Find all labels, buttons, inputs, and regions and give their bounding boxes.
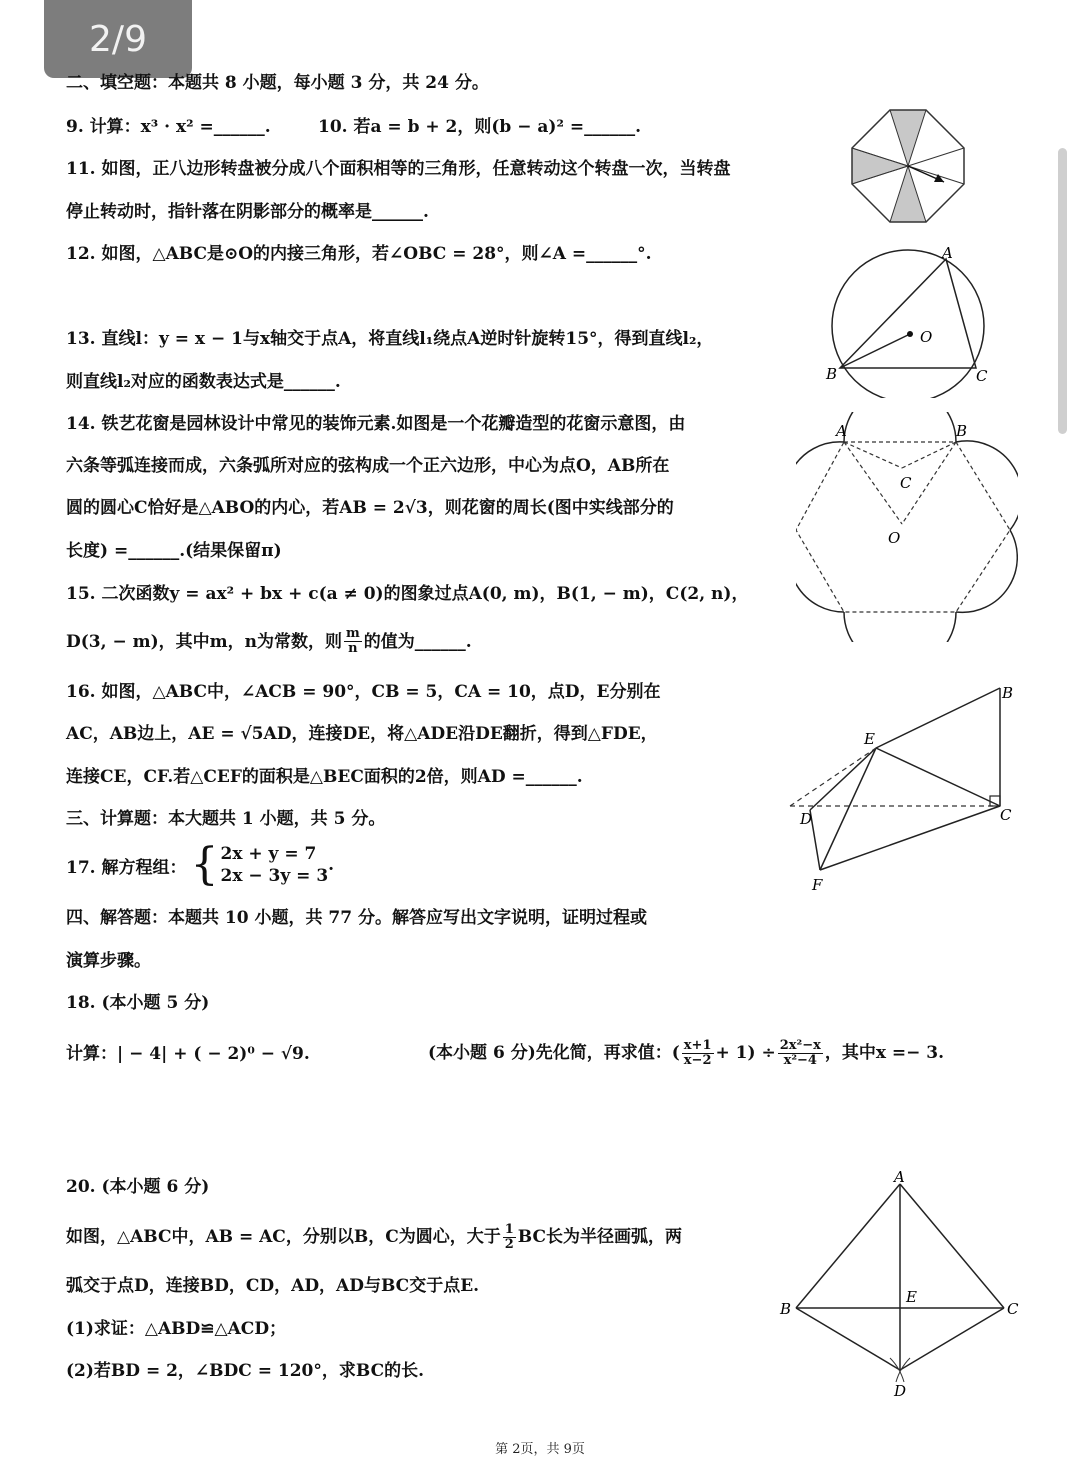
fig16-label-c: C — [1000, 806, 1012, 824]
q15-fraction-num: m — [346, 626, 360, 641]
q20-fraction — [503, 1223, 516, 1252]
octagon-shaded-sector-1 — [890, 110, 926, 166]
q17-end: . — [328, 855, 335, 875]
question-19 — [428, 1033, 944, 1073]
question-20-part2: (2)若BD = 2，∠BDC = 120°，求BC的长. — [66, 1361, 425, 1381]
q17-equation-2: 2x − 3y = 3 — [220, 866, 329, 886]
section3-header: 三、计算题：本大题共 1 小题，共 5 分。 — [66, 809, 386, 829]
fig20-label-e: E — [906, 1288, 917, 1306]
q19-fraction-1-den: x−2 — [683, 1052, 712, 1068]
fig16-label-d: D — [800, 810, 813, 828]
segment-fc — [820, 806, 1000, 870]
octagon-shaded-sector-2 — [852, 148, 908, 184]
q19-text-mid: + 1) ÷ — [715, 1043, 776, 1063]
octagon-spinner-figure — [848, 102, 968, 232]
q15-fraction-den: n — [348, 641, 358, 656]
q19-text-post: ，其中x =− 3. — [824, 1043, 945, 1063]
segment-ec — [876, 748, 1000, 806]
question-15-line2 — [66, 627, 472, 656]
section4-header-line1: 四、解答题：本题共 10 小题，共 77 分。解答应写出文字说明，证明过程或 — [66, 908, 647, 928]
kite-figure — [776, 1170, 1030, 1402]
segment-ed — [810, 748, 876, 810]
q15-fraction — [344, 627, 362, 656]
question-14-line1: 14. 铁艺花窗是园林设计中常见的装饰元素.如图是一个花瓣造型的花窗示意图，由 — [66, 414, 686, 434]
question-16-line1: 16. 如图，△ABC中，∠ACB = 90°，CB = 5，CA = 10，点D，E分别在 — [66, 682, 661, 702]
q17-system — [221, 843, 329, 887]
question-15-line1: 15. 二次函数y = ax² + bx + c(a ≠ 0)的图象过点A(0, m)，B(1, − m)，C(2, n)， — [66, 584, 749, 604]
question-11-line1: 11. 如图，正八边形转盘被分成八个面积相等的三角形，任意转动这个转盘一次，当转盘 — [66, 159, 731, 179]
flower-arc-bottom — [844, 612, 956, 642]
segment-ao — [844, 442, 902, 524]
q19-fraction-2-den: x²−4 — [783, 1052, 817, 1068]
q19-fraction-1-num: x+1 — [683, 1037, 712, 1053]
question-13-line2: 则直线l₂对应的函数表达式是______. — [66, 372, 341, 392]
q15-text-post: 的值为______. — [363, 631, 472, 652]
q19-fraction-2-num: 2x²−x — [779, 1037, 821, 1053]
fig12-label-o: O — [920, 328, 933, 346]
question-14-line4: 长度) =______.(结果保留π) — [66, 541, 282, 561]
question-16-line3: 连接CE，CF.若△CEF的面积是△BEC面积的2倍，则AD =______. — [66, 767, 583, 787]
q19-fraction-1 — [682, 1039, 714, 1068]
q20-text-pre: 如图，△ABC中，AB = AC，分别以B，C为圆心，大于 — [66, 1227, 501, 1247]
page-indicator-badge: 2/9 — [44, 0, 192, 78]
q20-fraction-num: 1 — [504, 1221, 514, 1237]
q17-label: 17. 解方程组： — [66, 857, 187, 878]
flower-arc-upper-right — [956, 441, 1018, 530]
question-9: 9. 计算：x³ · x² =______. — [66, 117, 271, 137]
segment-cd — [900, 1308, 1004, 1370]
flower-window-figure — [796, 412, 1018, 642]
fig16-label-e: E — [864, 730, 875, 748]
octagon-spoke-1 — [908, 148, 964, 166]
segment-ob — [840, 334, 910, 368]
q17-equation-1: 2x + y = 7 — [220, 844, 317, 864]
circle-o — [832, 250, 984, 398]
fig20-label-a: A — [894, 1170, 905, 1186]
segment-eb — [876, 688, 1000, 748]
fig16-label-f: F — [812, 876, 823, 894]
fig20-label-c: C — [1007, 1300, 1019, 1318]
fig20-label-d: D — [894, 1382, 907, 1400]
fig14-label-b: B — [956, 422, 968, 440]
folded-triangle-figure — [780, 680, 1020, 896]
question-12: 12. 如图，△ABC是⊙O的内接三角形，若∠OBC = 28°，则∠A =______°. — [66, 244, 652, 264]
question-10: 10. 若a = b + 2，则(b − a)² =______. — [318, 117, 641, 137]
section2-header: 二、填空题：本题共 8 小题，每小题 3 分，共 24 分。 — [66, 73, 489, 93]
q15-text-pre: D(3, − m)，其中m，n为常数，则 — [66, 631, 342, 652]
question-20-line1 — [66, 1221, 682, 1253]
q20-text-post: BC长为半径画弧，两 — [517, 1227, 683, 1247]
segment-ef — [820, 748, 876, 870]
question-20-part1: (1)求证：△ABD≌△ACD； — [66, 1319, 287, 1339]
fig14-label-c: C — [900, 474, 912, 492]
question-11-line2: 停止转动时，指针落在阴影部分的概率是______. — [66, 202, 429, 222]
question-14-line2: 六条等弧连接而成，六条弧所对应的弦构成一个正六边形，中心为点O，AB所在 — [66, 456, 670, 476]
section4-header-line2: 演算步骤。 — [66, 951, 151, 971]
octagon-shaded-sector-3 — [890, 166, 926, 222]
q17-brace: { — [190, 839, 219, 890]
segment-ab — [796, 1184, 900, 1308]
fig14-label-o: O — [888, 529, 901, 547]
fig12-label-a: A — [942, 244, 953, 262]
segment-bd — [796, 1308, 900, 1370]
question-16-line2: AC，AB边上，AE = √5AD，连接DE，将△ADE沿DE翻折，得到△FDE， — [66, 724, 658, 744]
triangle-abc — [840, 259, 976, 368]
q20-fraction-den: 2 — [504, 1236, 514, 1252]
q19-text-pre: (本小题 6 分)先化简，再求值：( — [428, 1043, 680, 1063]
question-14-line3: 圆的圆心C恰好是△ABO的内心，若AB = 2√3，则花窗的周长(图中实线部分的 — [66, 498, 674, 518]
fig20-label-b: B — [780, 1300, 792, 1318]
question-17 — [66, 839, 335, 890]
fig12-label-b: B — [826, 365, 838, 383]
question-18-header: 18. (本小题 5 分) — [66, 993, 210, 1013]
question-20-line2: 弧交于点D，连接BD，CD，AD，AD与BC交于点E. — [66, 1276, 480, 1296]
fig12-label-c: C — [976, 367, 988, 385]
center-point-o — [907, 331, 913, 337]
question-20-header: 20. (本小题 6 分) — [66, 1177, 210, 1197]
fig16-label-b: B — [1002, 684, 1014, 702]
inscribed-triangle-figure — [818, 238, 998, 398]
q19-fraction-2 — [778, 1039, 823, 1068]
question-18-body: 计算：| − 4| + ( − 2)⁰ − √9. — [66, 1044, 310, 1064]
question-13-line1: 13. 直线l：y = x − 1与x轴交于点A，将直线l₁绕点A逆时针旋转15°，得到直线l₂， — [66, 329, 714, 349]
fig14-label-a: A — [836, 422, 847, 440]
flower-arc-lower-right — [956, 530, 1017, 612]
flower-arc-top — [844, 412, 956, 442]
vertical-scrollbar[interactable] — [1058, 148, 1067, 434]
page-footer: 第 2页，共 9页 — [495, 1442, 585, 1457]
